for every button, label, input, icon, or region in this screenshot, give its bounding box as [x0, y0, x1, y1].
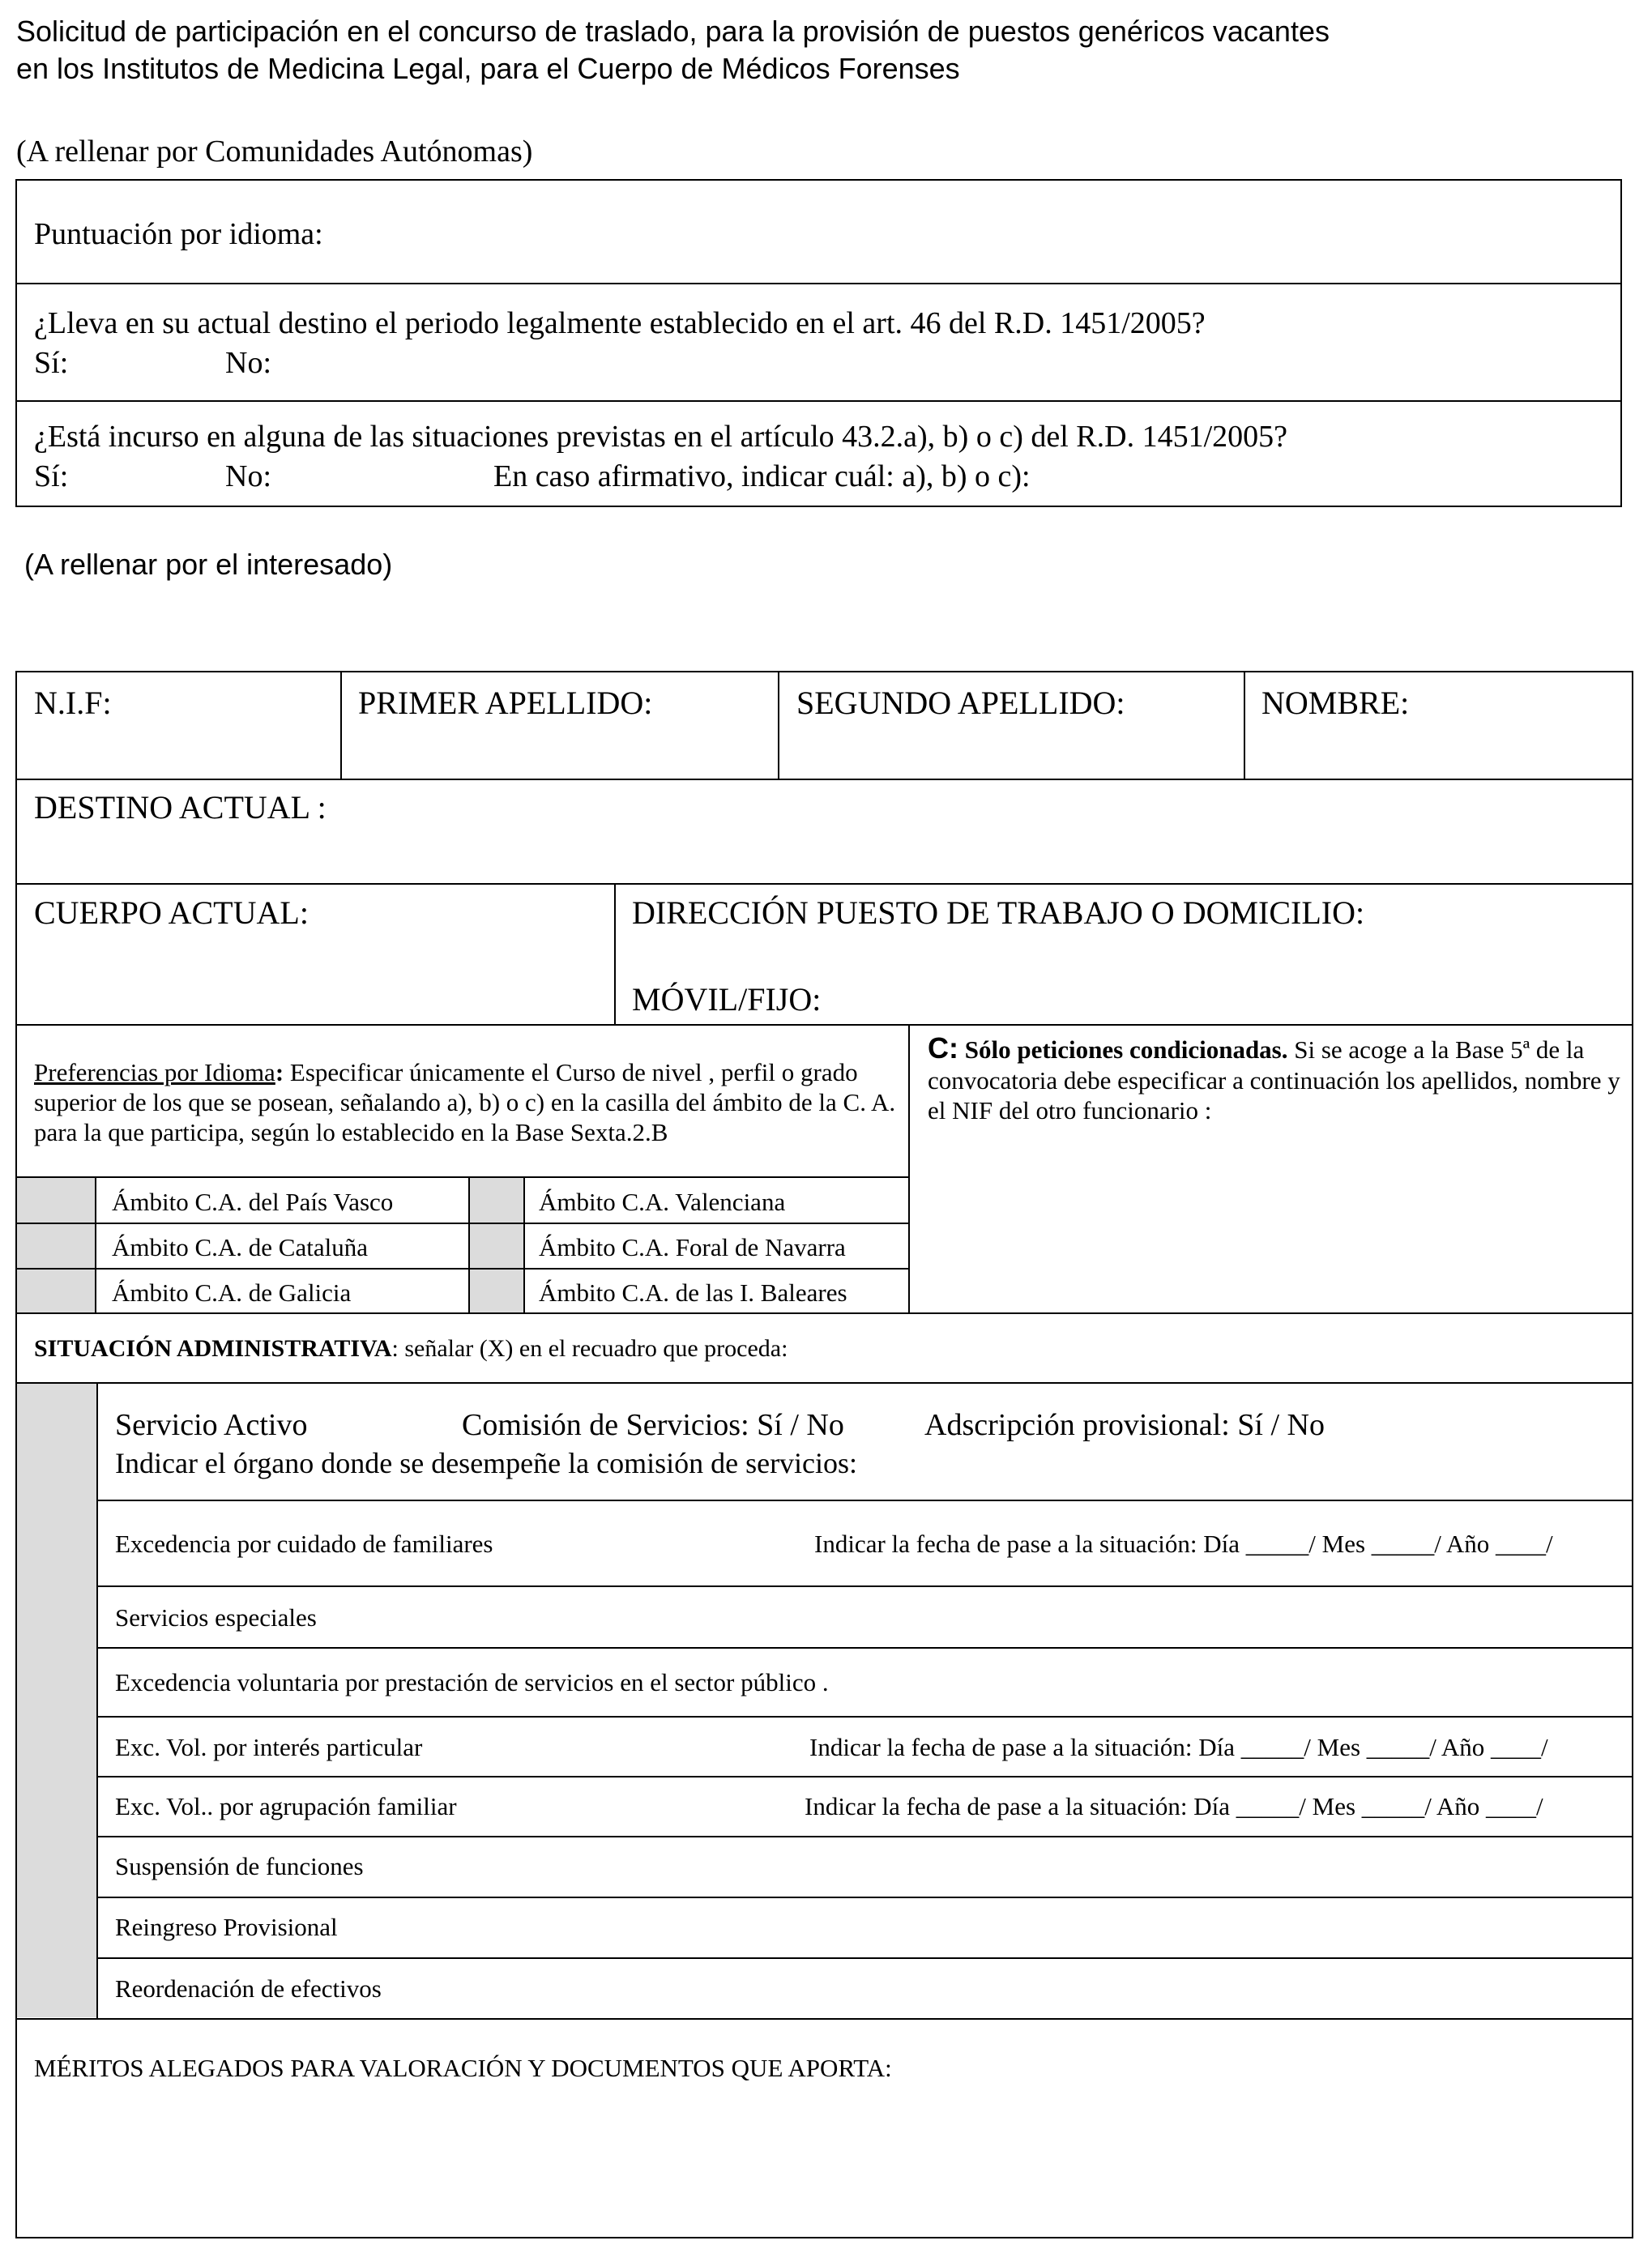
divider [523, 1176, 525, 1314]
q2-no-field[interactable]: No: [225, 459, 271, 493]
ambito-label: Ámbito C.A. de las I. Baleares [539, 1278, 847, 1307]
divider [15, 883, 1633, 885]
divider [96, 1897, 1633, 1898]
divider [778, 671, 779, 779]
divider [15, 1024, 1633, 1026]
q2-si-field[interactable]: Sí: [34, 459, 69, 493]
ambito-valenciana-checkbox[interactable] [471, 1180, 523, 1222]
condicionadas-bold: Sólo peticiones condicionadas. [958, 1035, 1288, 1064]
ambito-label: Ámbito C.A. del País Vasco [112, 1188, 394, 1216]
ambito-label: Ámbito C.A. Valenciana [539, 1188, 786, 1216]
servicios-especiales-checkbox[interactable] [17, 1587, 95, 1646]
reordenacion-efectivos-checkbox[interactable] [17, 1959, 95, 2017]
fecha-pase-field[interactable]: Indicar la fecha de pase a la situación: Día _____/ Mes _____/ Año ____/ [805, 1792, 1543, 1820]
organo-comision-field[interactable]: Indicar el órgano donde se desempeñe la comisión de servicios: [115, 1447, 858, 1479]
q2-afirmativo-field[interactable]: En caso afirmativo, indicar cuál: a), b) o c): [493, 459, 1031, 493]
exc-interes-particular-checkbox[interactable] [17, 1718, 95, 1775]
ccaa-section-heading: (A rellenar por Comunidades Autónomas) [16, 134, 533, 169]
condicionadas-text [928, 1031, 1624, 1126]
reingreso-provisional-checkbox[interactable] [17, 1898, 95, 1957]
divider [340, 671, 342, 779]
suspension-funciones-checkbox[interactable] [17, 1837, 95, 1896]
divider [96, 1836, 1633, 1837]
meritos-label: MÉRITOS ALEGADOS PARA VALORACIÓN Y DOCUMENTOS QUE APORTA: [34, 2054, 892, 2082]
puntuacion-idioma-field[interactable]: Puntuación por idioma: [34, 217, 323, 251]
preferencias-colon: : [275, 1058, 284, 1086]
excedencia-cuidado-checkbox[interactable] [17, 1501, 95, 1585]
divider [96, 1716, 1633, 1718]
ambito-cataluna-checkbox[interactable] [17, 1225, 93, 1267]
divider [15, 283, 1622, 284]
servicio-activo-checkbox[interactable] [17, 1384, 95, 1499]
destino-actual-field[interactable]: DESTINO ACTUAL : [34, 789, 327, 826]
nombre-field[interactable]: NOMBRE: [1261, 685, 1410, 721]
divider [96, 1647, 1633, 1649]
preferencias-body: Especificar únicamente el Curso de nivel , perfil o grado superior de los que se posean, señalando a), b) o c) en la casilla del ámbito de la C. A. para la que participa, según lo establecido en la Base Sexta.2.B [34, 1058, 896, 1147]
divider [15, 1382, 1633, 1384]
comision-servicios-option[interactable]: Comisión de Servicios: Sí / No [462, 1408, 844, 1442]
divider [614, 883, 616, 1025]
fecha-pase-field[interactable]: Indicar la fecha de pase a la situación: Día _____/ Mes _____/ Año ____/ [809, 1733, 1548, 1761]
meritos-textarea[interactable] [17, 2090, 1632, 2236]
divider [95, 1176, 96, 1314]
situacion-row-label: Reingreso Provisional [115, 1913, 338, 1941]
preferencias-label: Preferencias por Idioma [34, 1058, 275, 1086]
q1-no-field[interactable]: No: [225, 346, 271, 380]
situacion-heading-rest: : señalar (X) en el recuadro que proceda: [391, 1335, 788, 1362]
ambito-label: Ámbito C.A. de Galicia [112, 1278, 352, 1307]
ambito-baleares-checkbox[interactable] [471, 1270, 523, 1312]
divider [15, 1176, 909, 1178]
condicionadas-letter: C: [928, 1031, 958, 1065]
fecha-pase-field[interactable]: Indicar la fecha de pase a la situación: Día _____/ Mes _____/ Año ____/ [814, 1530, 1553, 1558]
divider [96, 1957, 1633, 1959]
form-title-line-1: Solicitud de participación en el concurso de traslado, para la provisión de puestos genéricos vacantes [16, 15, 1330, 48]
situacion-row-label: Reordenación de efectivos [115, 1974, 382, 2003]
divider [15, 779, 1633, 780]
divider [96, 1382, 98, 2020]
q1-si-field[interactable]: Sí: [34, 346, 69, 380]
divider [96, 1585, 1633, 1587]
adscripcion-provisional-option[interactable]: Adscripción provisional: Sí / No [924, 1408, 1325, 1442]
form-title-line-2: en los Institutos de Medicina Legal, para el Cuerpo de Médicos Forenses [16, 52, 960, 85]
interesado-section-heading: (A rellenar por el interesado) [24, 548, 393, 581]
divider [15, 1268, 909, 1270]
divider [468, 1176, 470, 1314]
situacion-row-label: Excedencia por cuidado de familiares [115, 1530, 493, 1558]
direccion-field[interactable]: DIRECCIÓN PUESTO DE TRABAJO O DOMICILIO: [632, 894, 1365, 931]
preferencias-idioma-text [34, 1057, 897, 1148]
situacion-row-label: Excedencia voluntaria por prestación de servicios en el sector público . [115, 1668, 829, 1696]
situacion-heading [34, 1335, 788, 1363]
divider [1244, 671, 1245, 779]
situacion-row-label: Exc. Vol. por interés particular [115, 1733, 423, 1761]
ambito-label: Ámbito C.A. Foral de Navarra [539, 1233, 846, 1261]
excedencia-sector-publico-checkbox[interactable] [17, 1649, 95, 1715]
situacion-row-label: Suspensión de funciones [115, 1852, 364, 1880]
ambito-pais-vasco-checkbox[interactable] [17, 1180, 93, 1222]
divider [908, 1024, 910, 1314]
divider [15, 1312, 1633, 1314]
ambito-galicia-checkbox[interactable] [17, 1270, 93, 1312]
servicio-activo-label: Servicio Activo [115, 1408, 308, 1442]
ambito-label: Ámbito C.A. de Cataluña [112, 1233, 368, 1261]
situacion-heading-bold: SITUACIÓN ADMINISTRATIVA [34, 1335, 392, 1362]
divider [96, 1776, 1633, 1777]
ambito-navarra-checkbox[interactable] [471, 1225, 523, 1267]
situacion-row-label: Exc. Vol.. por agrupación familiar [115, 1792, 457, 1820]
exc-agrupacion-familiar-checkbox[interactable] [17, 1777, 95, 1835]
divider [96, 1500, 1633, 1501]
nif-field[interactable]: N.I.F: [34, 685, 112, 721]
q2-question: ¿Está incurso en alguna de las situaciones previstas en el artículo 43.2.a), b) o c) del R.D. 1451/2005? [34, 420, 1287, 454]
segundo-apellido-field[interactable]: SEGUNDO APELLIDO: [796, 685, 1125, 721]
divider [15, 1223, 909, 1224]
divider [15, 2018, 1633, 2020]
situacion-row-label: Servicios especiales [115, 1603, 317, 1632]
primer-apellido-field[interactable]: PRIMER APELLIDO: [358, 685, 653, 721]
q1-question: ¿Lleva en su actual destino el periodo legalmente establecido en el art. 46 del R.D. 1451/2005? [34, 306, 1206, 340]
movil-fijo-field[interactable]: MÓVIL/FIJO: [632, 981, 822, 1018]
divider [15, 400, 1622, 402]
condicionadas-body: Si se acoge a la Base 5ª de la convocatoria debe especificar a continuación los apellidos, nombre y el NIF del otro funcionario : [928, 1035, 1620, 1125]
cuerpo-actual-field[interactable]: CUERPO ACTUAL: [34, 894, 309, 931]
